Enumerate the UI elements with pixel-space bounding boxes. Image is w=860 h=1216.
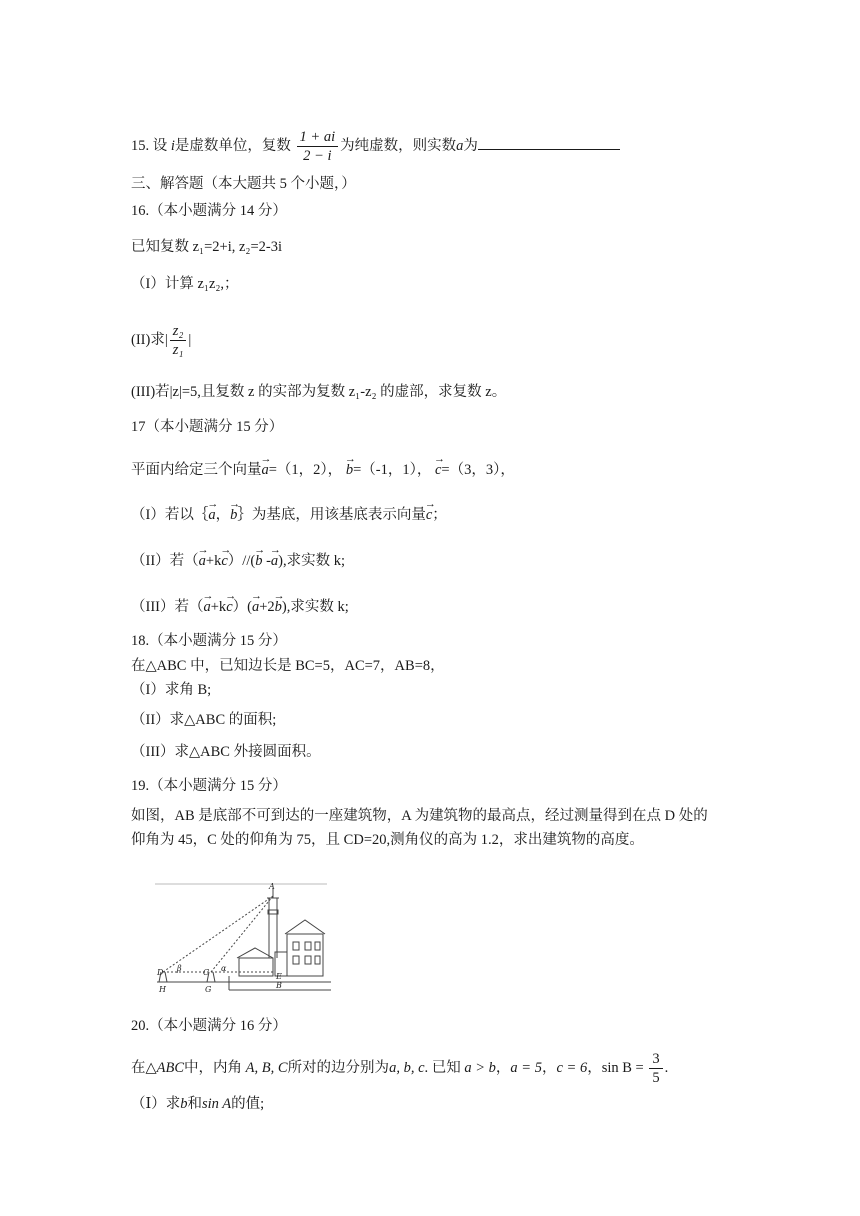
label-E: E [276,972,282,981]
q20-header: 20.（本小题满分 16 分） [131,1018,287,1034]
q18-part2: （II）求△ABC 的面积; [131,712,277,728]
q17-header: 17（本小题满分 15 分） [131,419,284,435]
q18-header: 18.（本小题满分 15 分） [131,633,287,649]
label-H: H [159,985,166,994]
q17-part2: （II）若（→ a+k→ c）//(→ b -→ a),求实数 k; [131,548,345,571]
q16-given: 已知复数 z₁=2+i, z₂=2-3i [131,239,283,255]
q15-fraction: $\frac{1 + ai}{2 - i}$ [297,128,339,165]
q18-part1: （I）求角 B; [131,682,212,698]
q19-line1: 如图，AB 是底部不可到达的一座建筑物，A 为建筑物的最高点，经过测量得到在点 D 处的 [131,808,708,824]
q15-line: 15. 设 i是虚数单位，复数 $\frac{1 + ai}{2 - i}$ 为纯虚数，则实数a为 [131,128,620,165]
label-C: C [203,968,210,977]
q16-header: 16.（本小题满分 14 分） [131,203,287,219]
q16-part2: (II)求| $\frac{\text{z₂}}{\text{z₁}}$ | [131,323,192,358]
label-B: B [276,981,282,990]
q17-part3: （III）若（→ a+k→ c）(→ a+2→ b),求实数 k; [131,594,349,617]
q17-part1: （I）若以｛→ a，→ b｝为基底，用该基底表示向量→ c； [131,502,447,525]
q16-part1: （I）计算 z₁z₂,； [131,276,239,292]
q20-part1: （Ⅰ）求b和sin A的值; [131,1096,265,1112]
label-A: A [269,882,275,891]
q20-given: 在△ABC中，内角 A, B, C所对的边分别为a, b, c. 已知 a > b，a = 5，c = 6，sin B = $\frac{3}{5}$ . [131,1051,669,1086]
label-D: D [157,968,164,977]
building-figure [155,882,335,1000]
q16-part3: (III)若|z|=5,且复数 z 的实部为复数 z₁-z₂ 的虚部，求复数 z。 [131,384,507,400]
q19-line2: 仰角为 45，C 处的仰角为 75，且 CD=20,测角仪的高为 1.2，求出建筑物的高度。 [131,832,644,848]
answer-blank[interactable] [478,137,620,150]
q19-header: 19.（本小题满分 15 分） [131,778,287,794]
label-G: G [205,985,212,994]
q18-part3: （III）求△ABC 外接圆面积。 [131,744,321,760]
q18-given: 在△ABC 中，已知边长是 BC=5，AC=7，AB=8， [131,658,445,674]
q17-given: 平面内给定三个向量→ a=（1，2）， → b=（-1，1）， → c=（3，3）， [131,457,515,480]
label-alpha: α [221,964,227,973]
section3-heading: 三、解答题（本大题共 5 个小题，） [131,176,356,192]
label-beta: β [177,964,182,973]
